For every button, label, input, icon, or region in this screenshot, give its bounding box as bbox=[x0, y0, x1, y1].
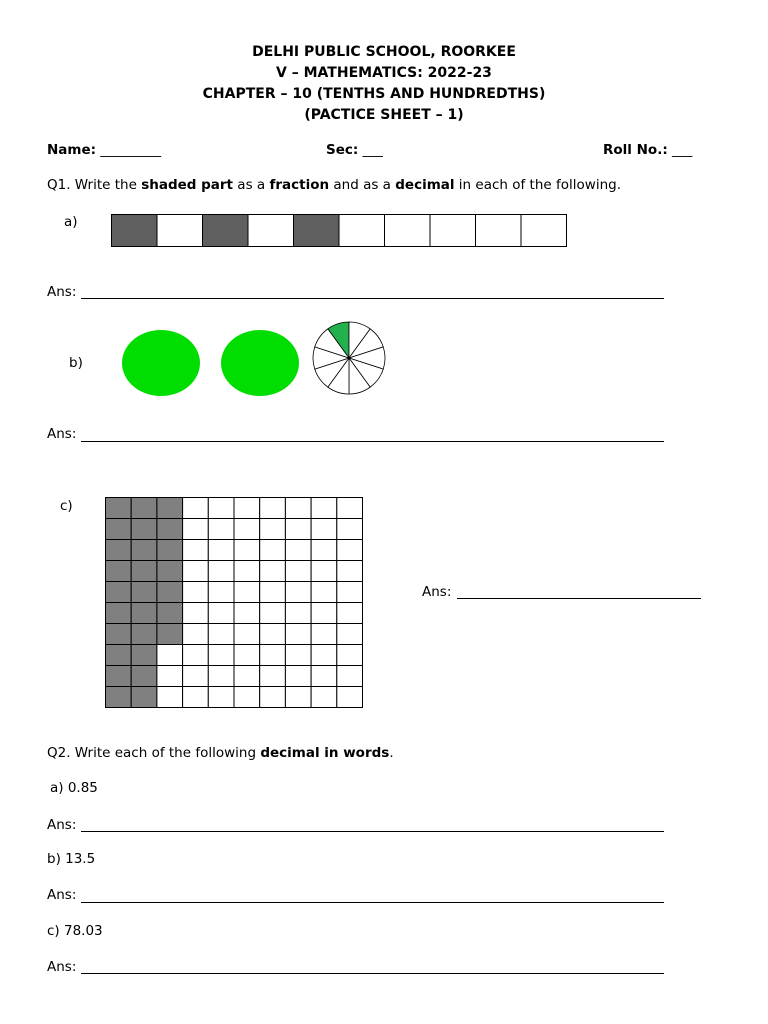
q1c-answer-line[interactable] bbox=[457, 598, 701, 599]
grid-cell bbox=[106, 645, 132, 666]
grid-cell bbox=[260, 666, 286, 687]
grid-cell bbox=[234, 687, 260, 708]
grid-cell bbox=[183, 582, 209, 603]
q2a-answer-label: Ans: bbox=[47, 817, 77, 833]
grid-cell bbox=[183, 687, 209, 708]
grid-cell bbox=[285, 561, 311, 582]
q2-text-suffix: . bbox=[389, 745, 394, 761]
grid-cell bbox=[311, 519, 337, 540]
q1-bold-shaded-part: shaded part bbox=[141, 177, 234, 193]
grid-cell bbox=[234, 519, 260, 540]
q2b-label: b) 13.5 bbox=[47, 851, 96, 867]
q1-bold-decimal: decimal bbox=[395, 177, 455, 193]
grid-cell bbox=[208, 645, 234, 666]
grid-cell bbox=[106, 561, 132, 582]
grid-cell bbox=[311, 624, 337, 645]
grid-cell bbox=[157, 498, 183, 519]
grid-cell bbox=[260, 687, 286, 708]
name-field bbox=[47, 142, 161, 158]
grid-cell bbox=[285, 519, 311, 540]
grid-cell bbox=[157, 540, 183, 561]
grid-cell bbox=[131, 645, 157, 666]
sec-label: Sec: bbox=[326, 142, 359, 158]
grid-cell bbox=[208, 582, 234, 603]
q1-text-mid2: and as a bbox=[329, 177, 396, 193]
grid-cell bbox=[157, 687, 183, 708]
grid-cell bbox=[260, 519, 286, 540]
grid-cell bbox=[157, 624, 183, 645]
grid-cell bbox=[311, 603, 337, 624]
sec-blank: ___ bbox=[362, 142, 383, 158]
grid-cell bbox=[234, 666, 260, 687]
grid-cell bbox=[260, 561, 286, 582]
q2c-answer-label: Ans: bbox=[47, 959, 77, 975]
grid-cell bbox=[285, 666, 311, 687]
grid-cell bbox=[183, 666, 209, 687]
grid-cell bbox=[234, 645, 260, 666]
strip-cell bbox=[248, 215, 294, 247]
grid-cell bbox=[234, 540, 260, 561]
chapter-title: CHAPTER – 10 (TENTHS AND HUNDREDTHS) bbox=[202, 86, 546, 102]
grid-cell bbox=[260, 603, 286, 624]
grid-cell bbox=[131, 519, 157, 540]
grid-cell bbox=[157, 645, 183, 666]
q1-text-prefix: Q1. Write the bbox=[47, 177, 142, 193]
full-circle bbox=[122, 330, 200, 396]
grid-cell bbox=[131, 540, 157, 561]
q1a-label: a) bbox=[64, 214, 78, 230]
grid-cell bbox=[311, 582, 337, 603]
grid-cell bbox=[337, 540, 363, 561]
q1b-circles-figure bbox=[118, 322, 390, 398]
strip-cell bbox=[476, 215, 522, 247]
grid-cell bbox=[234, 561, 260, 582]
roll-label: Roll No.: bbox=[603, 142, 668, 158]
q2c-answer-line[interactable] bbox=[81, 973, 664, 974]
q2-bold-decimal-in-words: decimal in words bbox=[260, 745, 390, 761]
grid-cell bbox=[183, 645, 209, 666]
grid-cell bbox=[337, 582, 363, 603]
q1b-answer-label: Ans: bbox=[47, 426, 77, 442]
grid-cell bbox=[337, 561, 363, 582]
q1-instruction bbox=[47, 177, 621, 193]
q2-text-prefix: Q2. Write each of the following bbox=[47, 745, 261, 761]
q1c-label: c) bbox=[60, 498, 73, 514]
grid-cell bbox=[208, 603, 234, 624]
q1a-answer-label: Ans: bbox=[47, 284, 77, 300]
grid-cell bbox=[157, 666, 183, 687]
grid-cell bbox=[208, 498, 234, 519]
grid-cell bbox=[208, 666, 234, 687]
grid-cell bbox=[234, 498, 260, 519]
grid-cell bbox=[311, 498, 337, 519]
grid-cell bbox=[311, 645, 337, 666]
grid-cell bbox=[260, 540, 286, 561]
grid-cell bbox=[285, 540, 311, 561]
q1a-tenths-strip bbox=[111, 214, 567, 247]
sec-field bbox=[326, 142, 383, 158]
strip-cell bbox=[385, 215, 431, 247]
roll-blank: ___ bbox=[672, 142, 693, 158]
strip-cell bbox=[294, 215, 340, 247]
grid-cell bbox=[131, 687, 157, 708]
q1-text-suffix: in each of the following. bbox=[454, 177, 621, 193]
q1c-hundredths-grid bbox=[105, 497, 364, 708]
grid-cell bbox=[311, 687, 337, 708]
grid-cell bbox=[234, 582, 260, 603]
grid-cell bbox=[337, 687, 363, 708]
grid-cell bbox=[337, 645, 363, 666]
grid-cell bbox=[106, 624, 132, 645]
grid-cell bbox=[285, 582, 311, 603]
grid-cell bbox=[131, 666, 157, 687]
grid-cell bbox=[183, 519, 209, 540]
grid-cell bbox=[337, 624, 363, 645]
q2-instruction bbox=[47, 745, 394, 761]
grid-cell bbox=[106, 582, 132, 603]
grid-cell bbox=[311, 540, 337, 561]
school-name: DELHI PUBLIC SCHOOL, ROORKEE bbox=[252, 44, 516, 60]
grid-cell bbox=[157, 603, 183, 624]
grid-cell bbox=[208, 519, 234, 540]
grid-cell bbox=[208, 624, 234, 645]
grid-cell bbox=[131, 561, 157, 582]
name-blank: _________ bbox=[100, 142, 162, 158]
grid-cell bbox=[337, 498, 363, 519]
q2a-label: a) 0.85 bbox=[50, 780, 98, 796]
grid-cell bbox=[183, 624, 209, 645]
q1-text-mid1: as a bbox=[233, 177, 270, 193]
grid-cell bbox=[285, 624, 311, 645]
q1a-answer-line[interactable] bbox=[81, 298, 664, 299]
full-circle bbox=[221, 330, 299, 396]
grid-cell bbox=[106, 540, 132, 561]
grid-cell bbox=[208, 561, 234, 582]
q1c-answer-label: Ans: bbox=[422, 584, 452, 600]
grid-cell bbox=[183, 498, 209, 519]
grid-cell bbox=[260, 498, 286, 519]
grid-cell bbox=[131, 603, 157, 624]
grid-cell bbox=[285, 687, 311, 708]
name-label: Name: bbox=[47, 142, 97, 158]
grid-cell bbox=[337, 666, 363, 687]
strip-cell bbox=[157, 215, 203, 247]
grid-cell bbox=[311, 666, 337, 687]
strip-cell bbox=[112, 215, 158, 247]
grid-cell bbox=[260, 624, 286, 645]
grid-cell bbox=[106, 519, 132, 540]
strip-cell bbox=[339, 215, 385, 247]
grid-cell bbox=[106, 498, 132, 519]
grid-cell bbox=[208, 540, 234, 561]
q1b-label: b) bbox=[69, 355, 83, 371]
grid-cell bbox=[337, 519, 363, 540]
subject-title: V – MATHEMATICS: 2022-23 bbox=[276, 65, 492, 81]
grid-cell bbox=[234, 624, 260, 645]
grid-cell bbox=[234, 603, 260, 624]
grid-cell bbox=[285, 603, 311, 624]
roll-field bbox=[603, 142, 692, 158]
grid-cell bbox=[285, 498, 311, 519]
q2a-answer-line[interactable] bbox=[81, 831, 664, 832]
q1b-answer-line[interactable] bbox=[81, 441, 664, 442]
grid-cell bbox=[260, 645, 286, 666]
grid-cell bbox=[106, 687, 132, 708]
grid-cell bbox=[208, 687, 234, 708]
grid-cell bbox=[183, 540, 209, 561]
grid-cell bbox=[337, 603, 363, 624]
strip-cell bbox=[203, 215, 249, 247]
grid-cell bbox=[131, 498, 157, 519]
sheet-title: (PACTICE SHEET – 1) bbox=[304, 107, 464, 123]
grid-cell bbox=[260, 582, 286, 603]
grid-cell bbox=[131, 582, 157, 603]
grid-cell bbox=[311, 561, 337, 582]
grid-cell bbox=[131, 624, 157, 645]
grid-cell bbox=[183, 561, 209, 582]
grid-cell bbox=[106, 603, 132, 624]
q2c-label: c) 78.03 bbox=[47, 923, 103, 939]
strip-cell bbox=[430, 215, 476, 247]
strip-cell bbox=[521, 215, 567, 247]
grid-cell bbox=[157, 561, 183, 582]
grid-cell bbox=[106, 666, 132, 687]
grid-cell bbox=[285, 645, 311, 666]
q2b-answer-label: Ans: bbox=[47, 887, 77, 903]
q2b-answer-line[interactable] bbox=[81, 902, 664, 903]
grid-cell bbox=[157, 582, 183, 603]
grid-cell bbox=[183, 603, 209, 624]
q1-bold-fraction: fraction bbox=[269, 177, 330, 193]
grid-cell bbox=[157, 519, 183, 540]
